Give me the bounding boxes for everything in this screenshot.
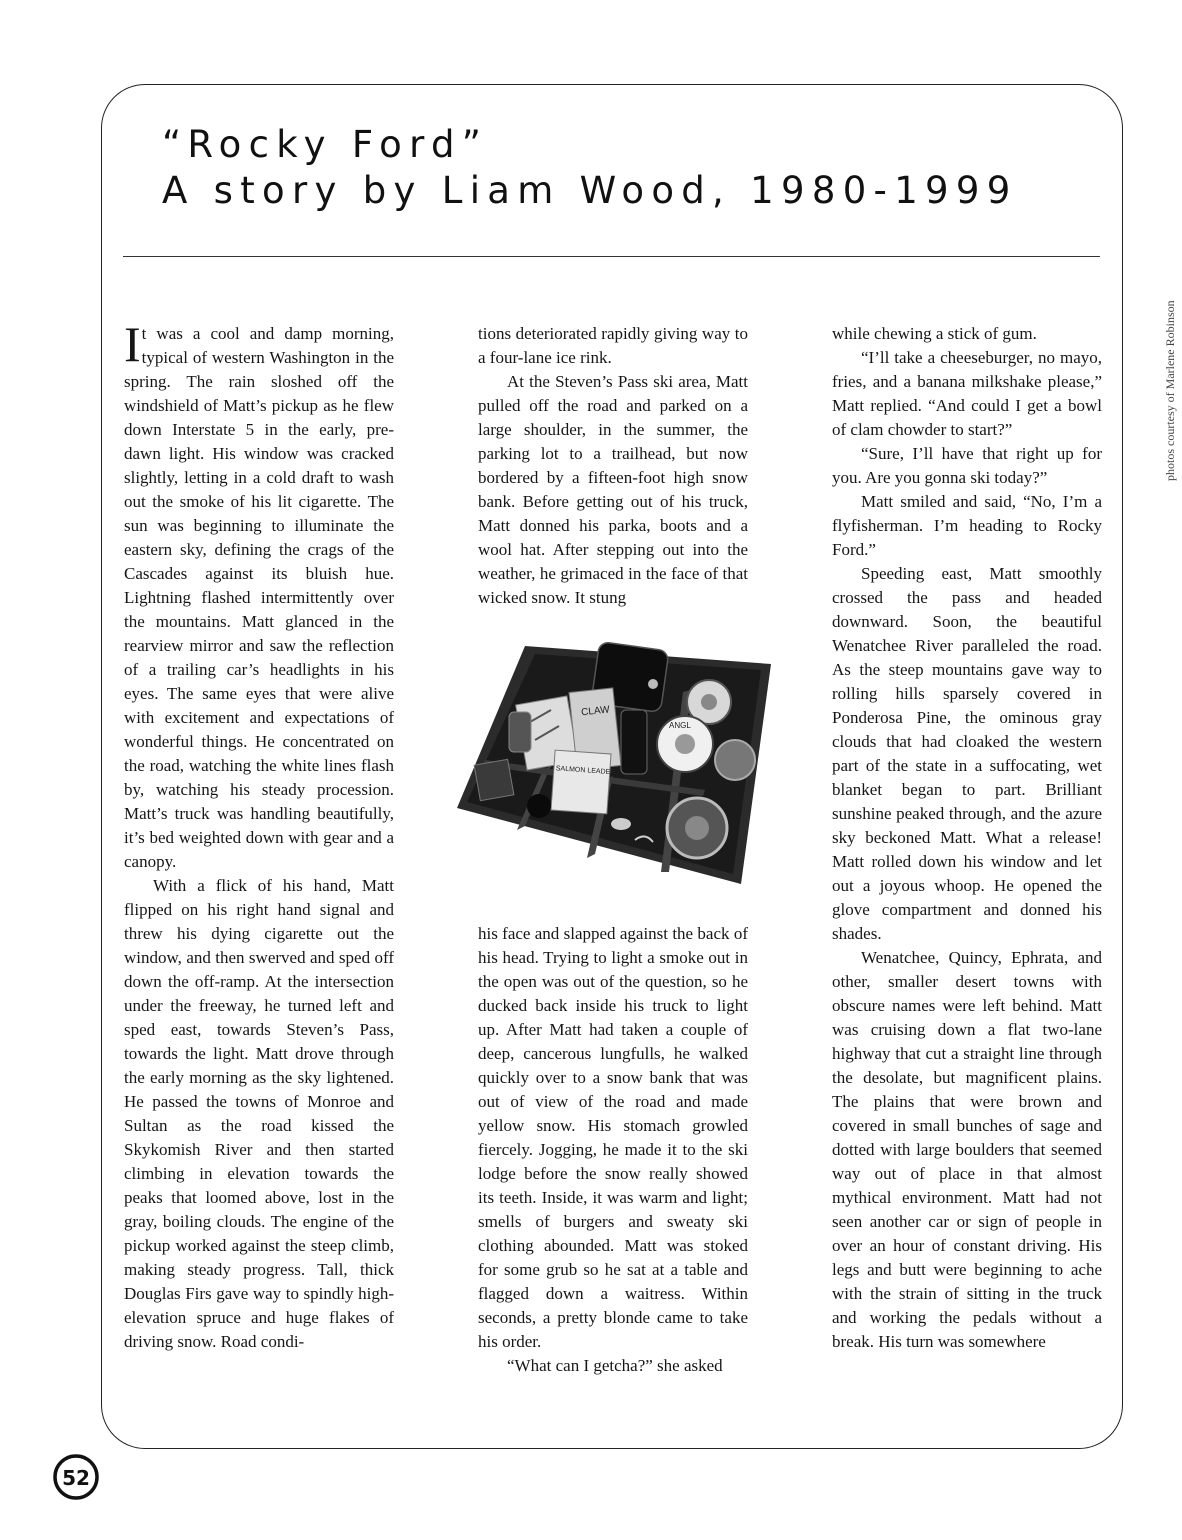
paragraph: With a flick of his hand, Matt flipped on his right hand signal and threw his dying cigarette out the window, and then swerved and sped off down the off-ramp. At the intersection under the freeway, he turned left and sped east, towards Steven’s Pass, towards the light. Matt drove through the early morning as the sky lightened. He passed the towns of Monroe and Sultan as the road kissed the Skykomish River and then started climbing in elevation towards the peaks that loomed above, lost in the gray, boiling clouds. The engine of the pickup worked against the steep climb, making steady progress. Tall, thick Douglas Firs gave way to spindly high-elevation spruce and huge flakes of driving snow. Road condi-	[124, 876, 394, 1351]
photo-credit: photos courtesy of Marlene Robinson	[1163, 300, 1177, 481]
story-title	[162, 122, 1018, 214]
text-column-3	[832, 322, 1102, 1354]
paragraph: “Sure, I’ll have that right up for you. Are you gonna ski today?”	[832, 444, 1102, 487]
spool-label: ANGL	[669, 721, 691, 730]
title-line-2: A story by Liam Wood, 1980-1999	[162, 169, 1018, 212]
paragraph: At the Steven’s Pass ski area, Matt pulled off the road and parked on a large shoulder, in the summer, the parking lot to a trailhead, but now bordered by a fifteen-foot high snow bank. Before getting out of his truck, Matt donned his parka, boots and a wool hat. After stepping out into the weather, he grimaced in the face of that wicked snow. It stung	[478, 372, 748, 607]
text-column-2-top	[478, 322, 748, 610]
paragraph: It was a cool and damp morning, typical of western Washington in the spring. The rain sloshed off the windshield of Matt’s pickup as he flew down Interstate 5 in the early, pre-dawn light. His window was cracked slightly, letting in a cold draft to wash out the smoke of his lit cigarette. The sun was beginning to illuminate the eastern sky, defining the crags of the Cascades against its bluish hue. Lightning flashed intermittently over the mountains. Matt glanced in the rearview mirror and saw the reflection of a trailing car’s headlights in his eyes. The same eyes that were alive with excitement and expectations of wonderful things. He concentrated on the road, watching the white lines flash by, watching his steady procession. Matt’s truck was handling beautifully, it’s bed weighted down with gear and a canopy.	[124, 316, 394, 871]
package-label-salmon-leader: SALMON LEADER	[555, 765, 616, 777]
paragraph: his face and slapped against the back of his head. Trying to light a smoke out in the open was out of the question, so he ducked back inside his truck to light up. After Matt had taken a couple of deep, cancerous lungfulls, he walked quickly over to a snow bank that was out of view of the road and made yellow snow. His stomach growled fiercely. Jogging, he made it to the ski lodge before the snow really showed its teeth. Inside, it was warm and light; smells of burgers and sweaty ski clothing abounded. Matt was stoked for some grub so he sat at a table and flagged down a waitress. Within seconds, a pretty blonde came to take his order.	[478, 924, 748, 1351]
page-number: 52	[62, 1466, 90, 1490]
paragraph: tions deteriorated rapidly giving way to a four-lane ice rink.	[478, 324, 748, 367]
paragraph: while chewing a stick of gum.	[832, 324, 1037, 343]
page-number-badge	[53, 1454, 99, 1500]
paragraph: Matt smiled and said, “No, I’m a flyfisherman. I’m heading to Rocky Ford.”	[832, 492, 1102, 559]
text-column-1	[124, 316, 394, 1354]
fishing-tackle-box-photo	[455, 640, 773, 886]
text-column-2-bottom	[478, 922, 748, 1378]
package-label-claw: CLAW	[580, 704, 611, 719]
paragraph: Wenatchee, Quincy, Ephrata, and other, smaller desert towns with obscure names were left behind. Matt was cruising down a flat two-lane highway that cut a straight line through the desolate, but magnificent plains. The plains that were brown and covered in small bunches of sage and dotted with large boulders that seemed way out of place in that almost mythical environment. Matt had not seen another car or sign of people in over an hour of constant driving. His legs and butt were beginning to ache with the strain of sitting in the truck and working the pedals without a break. His turn was somewhere	[832, 948, 1102, 1351]
paragraph: Speeding east, Matt smoothly crossed the pass and headed downward. Soon, the beautiful Wenatchee River paralleled the road. As the steep mountains gave way to rolling hills sparsely covered in Ponderosa Pine, the ominous gray clouds that had cloaked the western part of the state in a suffocating, wet blanket began to part. Brilliant sunshine peaked through, and the azure sky beckoned Matt. What a release! Matt rolled down his window and let out a joyous whoop. He opened the glove compartment and donned his shades.	[832, 564, 1102, 943]
title-divider	[123, 256, 1100, 257]
drop-cap: I	[124, 316, 141, 372]
title-line-1: “Rocky Ford”	[162, 123, 489, 166]
paragraph: “What can I getcha?” she asked	[507, 1356, 723, 1375]
paragraph: “I’ll take a cheeseburger, no mayo, fries, and a banana milkshake please,” Matt replied. “And could I get a bowl of clam chowder to start?”	[832, 348, 1102, 439]
